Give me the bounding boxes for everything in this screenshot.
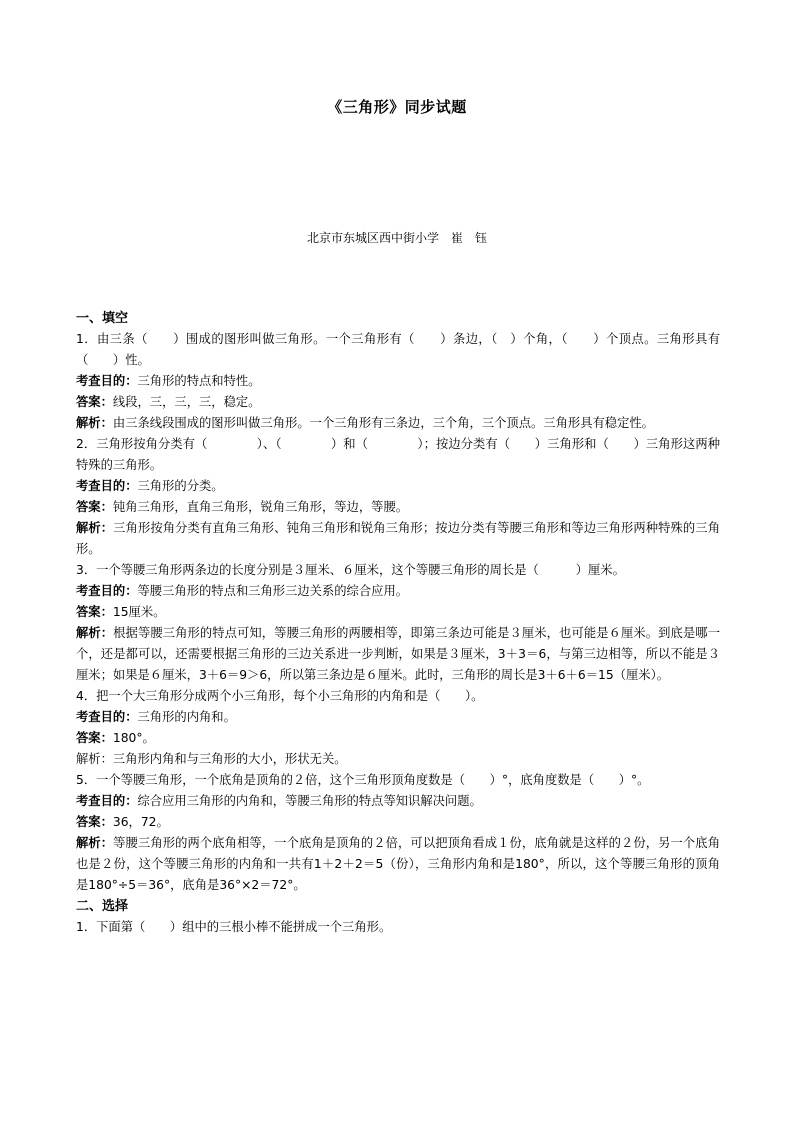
goal-label: 考查目的： <box>76 794 138 808</box>
goal-text: 三角形的特点和特性。 <box>137 374 261 388</box>
analysis-4: 解析：三角形内角和与三角形的大小，形状无关。 <box>76 752 347 766</box>
analysis-2 <box>76 518 720 560</box>
analysis-text: 三角形按角分类有直角三角形、钝角三角形和锐角三角形；按边分类有等腰三角形和等边三角形两种特殊的三角形。 <box>76 521 720 556</box>
goal-1 <box>76 371 720 392</box>
question-4: 4．把一个大三角形分成两个小三角形，每个小三角形的内角和是（ ）。 <box>76 689 484 703</box>
analysis-label: 解析： <box>76 416 113 430</box>
goal-2 <box>76 476 720 497</box>
analysis-text: 根据等腰三角形的特点可知，等腰三角形的两腰相等，即第三条边可能是３厘米，也可能是６厘米。到底是哪一个，还是都可以，还需要根据三角形的三边关系进一步判断，如果是３厘米，3＋3＝6，与第三边相等，所以不能是３厘米；如果是６厘米，3＋6＝9＞6，所以第三条边是６厘米。此时，三角形的周长是3＋6＋6＝15（厘米）。 <box>76 626 720 682</box>
section-heading-fill-in: 一、填空 <box>76 311 129 326</box>
answer-1 <box>76 392 720 413</box>
goal-label: 考查目的： <box>76 374 138 388</box>
goal-text: 综合应用三角形的内角和，等腰三角形的特点等知识解决问题。 <box>137 794 482 808</box>
answer-label: 答案： <box>76 815 113 829</box>
analysis-1 <box>76 413 720 434</box>
analysis-text: 等腰三角形的两个底角相等，一个底角是顶角的２倍，可以把顶角看成１份，底角就是这样的２份，另一个底角也是２份，这个等腰三角形的内角和一共有1＋2＋2＝5（份），三角形内角和是180°，所以，这个等腰三角形的顶角是180°÷5＝36°，底角是36°×2＝72°。 <box>76 836 720 892</box>
analysis-3 <box>76 623 720 686</box>
answer-3 <box>76 602 720 623</box>
goal-4 <box>76 707 720 728</box>
goal-label: 考查目的： <box>76 479 138 493</box>
answer-5 <box>76 812 720 833</box>
author-line: 北京市东城区西中街小学 崔 钰 <box>306 231 487 245</box>
analysis-label: 解析： <box>76 626 114 640</box>
answer-4 <box>76 728 720 749</box>
answer-text: 180°。 <box>112 731 155 745</box>
answer-text: 钝角三角形，直角三角形，锐角三角形，等边，等腰。 <box>112 500 409 514</box>
answer-label: 答案： <box>76 395 113 409</box>
question-1: 1．由三条（ ）围成的图形叫做三角形。一个三角形有（ ）条边，（ ）个角，（ ）个顶点。三角形具有（ ）性。 <box>76 332 720 367</box>
section-heading-choice: 二、选择 <box>76 899 129 914</box>
question-3: 3．一个等腰三角形两条边的长度分别是３厘米、６厘米，这个等腰三角形的周长是（ ）厘米。 <box>76 563 625 577</box>
goal-5 <box>76 791 720 812</box>
question-5: 5．一个等腰三角形，一个底角是顶角的２倍，这个三角形顶角度数是（ ）°，底角度数是（ ）°。 <box>76 773 650 787</box>
answer-2 <box>76 497 720 518</box>
goal-label: 考查目的： <box>76 710 138 724</box>
document-body <box>76 308 720 938</box>
goal-3 <box>76 581 720 602</box>
analysis-text: 由三条线段围成的图形叫做三角形。一个三角形有三条边，三个角，三个顶点。三角形具有稳定性。 <box>112 416 654 430</box>
goal-text: 三角形的内角和。 <box>137 710 236 724</box>
goal-label: 考查目的： <box>76 584 138 598</box>
answer-text: 36，72。 <box>112 815 169 829</box>
choice-question-1: 1．下面第（ ）组中的三根小棒不能拼成一个三角形。 <box>76 920 392 934</box>
answer-label: 答案： <box>76 731 113 745</box>
analysis-label: 解析： <box>76 521 114 535</box>
goal-text: 等腰三角形的特点和三角形三边关系的综合应用。 <box>137 584 409 598</box>
analysis-5 <box>76 833 720 896</box>
goal-text: 三角形的分类。 <box>137 479 224 493</box>
analysis-label: 解析： <box>76 836 114 850</box>
answer-text: 15厘米。 <box>112 605 166 619</box>
answer-label: 答案： <box>76 500 113 514</box>
question-2: 2．三角形按角分类有（ ）、（ ）和（ ）；按边分类有（ ）三角形和（ ）三角形这两种特殊的三角形。 <box>76 437 720 472</box>
answer-text: 线段，三，三，三，稳定。 <box>112 395 261 409</box>
document-title: 《三角形》同步试题 <box>327 98 467 116</box>
answer-label: 答案： <box>76 605 113 619</box>
